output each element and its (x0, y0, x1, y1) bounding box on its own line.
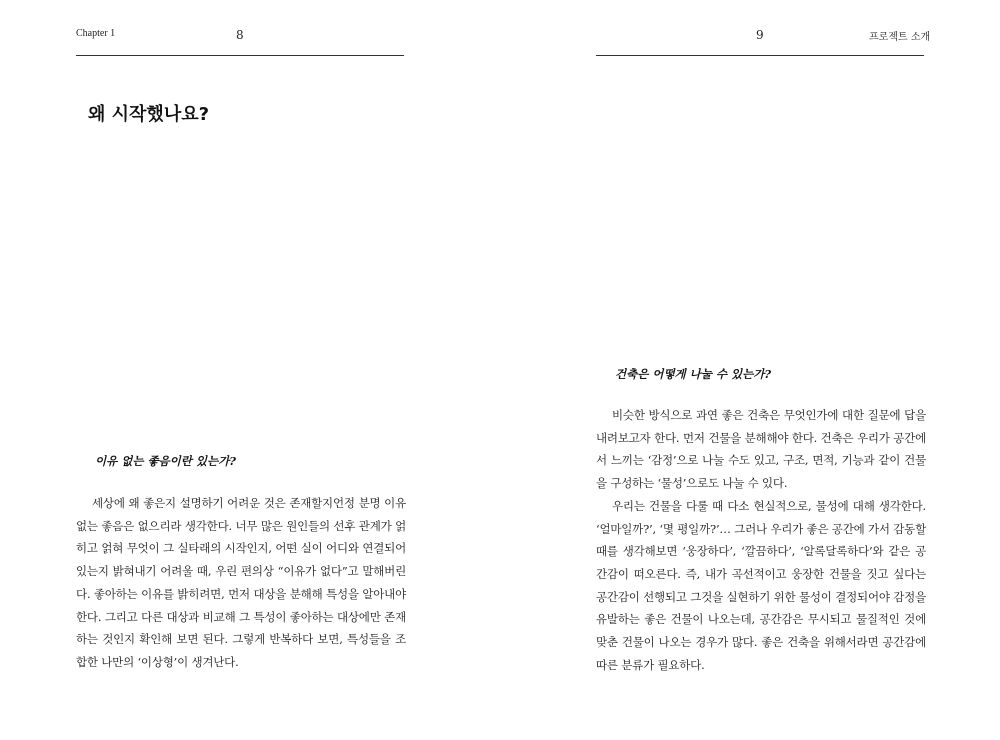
page-number-right: 9 (756, 28, 764, 42)
right-page (500, 0, 1000, 740)
subheading-left: 이유 없는 좋음이란 있는가? (95, 454, 236, 468)
header-rule-right (596, 55, 924, 56)
chapter-title: 왜 시작했나요? (88, 104, 210, 125)
subheading-right: 건축은 어떻게 나눌 수 있는가? (615, 367, 772, 381)
body-text-right (596, 404, 926, 676)
paragraph: 세상에 왜 좋은지 설명하기 어려운 것은 존재할지언정 분명 이유 없는 좋음은 없으리라 생각한다. 너무 많은 원인들의 선후 관계가 얽히고 얽혀 무엇이 그 실타래의 시작인지, 어떤 실이 어디와 연결되어 있는지 밝혀내기 어려울 때, 우린 편의상 “이유가 없다”고 말해버린다. 좋아하는 이유를 밝히려면, 먼저 대상을 분해해 특성을 알아내야 한다. 그리고 다른 대상과 비교해 그 특성이 좋아하는 대상에만 존재하는 것인지 확인해 보면 된다. 그렇게 반복하다 보면, 특성들을 조합한 나만의 ‘이상형’이 생겨난다. (76, 496, 406, 669)
header-rule-left (76, 55, 404, 56)
running-head-chapter: Chapter 1 (76, 28, 116, 39)
page-number-left: 8 (236, 28, 244, 42)
paragraph: 비슷한 방식으로 과연 좋은 건축은 무엇인가에 대한 질문에 답을 내려보고자 한다. 먼저 건물을 분해해야 한다. 건축은 우리가 공간에서 느끼는 ‘감정’으로 나눌 수도 있고, 구조, 면적, 기능과 같이 건물을 구성하는 ‘물성’으로도 나눌 수 있다. (596, 408, 926, 491)
paragraph: 우리는 건물을 다룰 때 다소 현실적으로, 물성에 대해 생각한다. ‘얼마일까?’, ‘몇 평일까?’… 그러나 우리가 좋은 공간에 가서 감동할 때를 생각해보면 ‘웅장하다’, ‘깔끔하다’, ‘알록달록하다’와 같은 공간감이 떠오른다. 즉, 내가 곡선적이고 웅장한 건물을 짓고 싶다는 공간감이 선행되고 그것을 실현하기 위한 물성이 결정되어야 감정을 유발하는 좋은 건물이 나오는데, 공간감은 무시되고 물질적인 것에 맞춘 건물이 나오는 경우가 많다. 좋은 건축을 위해서라면 공간감에 따른 분류가 필요하다. (596, 498, 926, 672)
running-head-section: 프로젝트 소개 (869, 32, 931, 43)
body-text-left (76, 492, 406, 674)
